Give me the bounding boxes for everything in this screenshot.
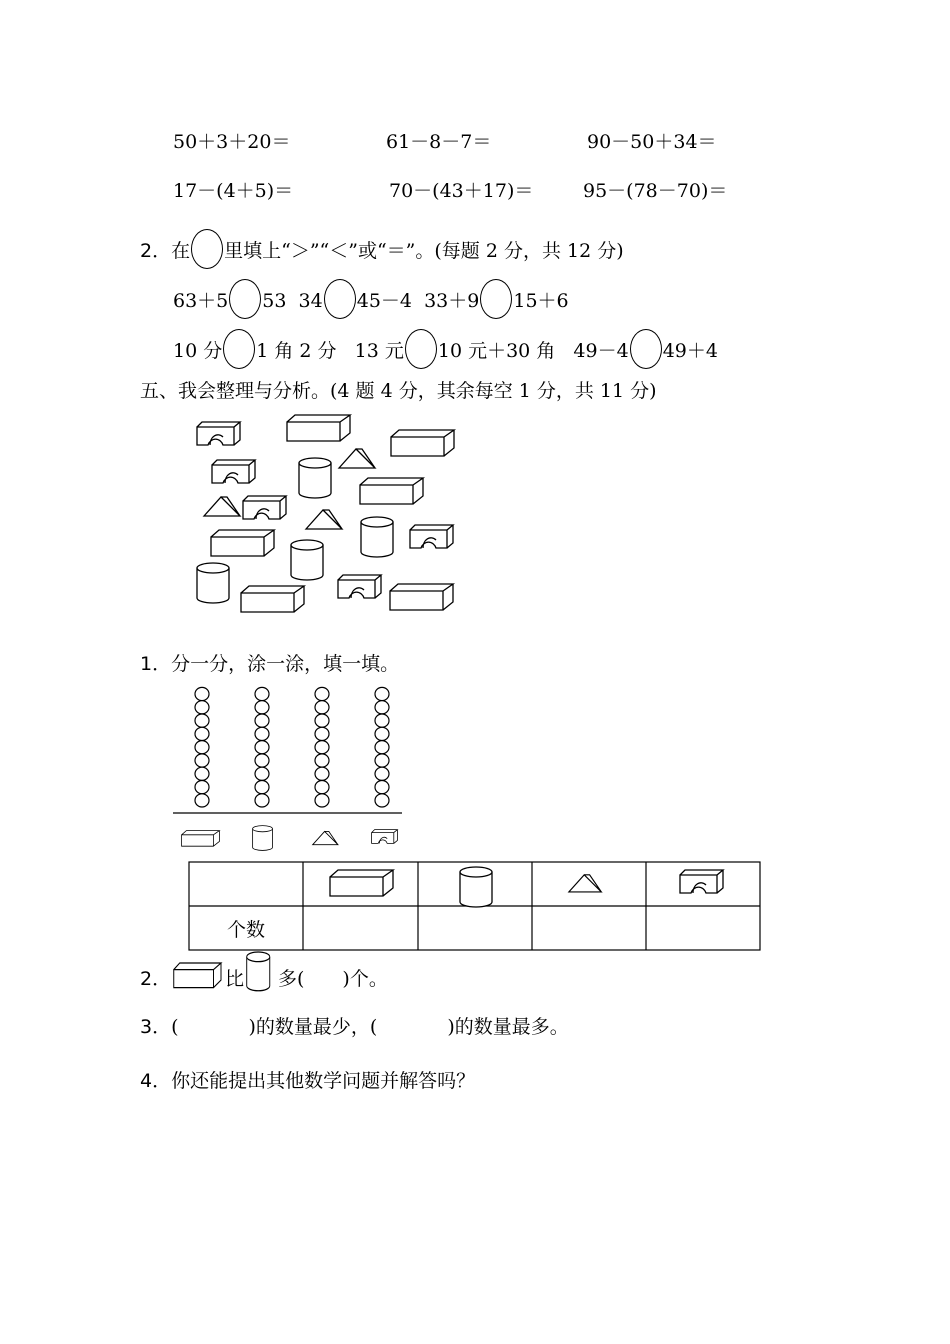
cuboid-icon <box>174 963 221 988</box>
calc-2: 61－8－7＝ <box>386 131 492 153</box>
t2: )的数量最少，( <box>248 1016 378 1038</box>
number: 4． <box>140 1070 172 1092</box>
section-5-title: 五、我会整理与分析。(4 题 4 分，其余每空 1 分，共 11 分) <box>140 380 657 402</box>
compare-right: 15＋6 <box>513 290 569 312</box>
compare-left: 63＋5 <box>173 290 229 312</box>
number: 2． <box>140 968 172 990</box>
s5-q2-t2 <box>278 967 388 991</box>
q4-text: 你还能提出其他数学问题并解答吗？ <box>171 1070 476 1092</box>
calc-4: 17－(4＋5)＝ <box>173 180 294 202</box>
q2-pre: 在 <box>171 240 191 262</box>
q2-number: 2． <box>140 240 172 262</box>
compare-right: 49＋4 <box>662 340 718 362</box>
compare-left: 33＋9 <box>424 290 480 312</box>
compare-left: 13 元 <box>354 340 404 362</box>
t3: )的数量最多。 <box>447 1016 569 1038</box>
compare-right: 53 <box>262 290 287 312</box>
s5-q3 <box>140 1015 569 1039</box>
compare-left: 34 <box>298 290 323 312</box>
t1: ( <box>171 1016 179 1038</box>
q2-post: 里填上“＞”“＜”或“＝”。(每题 2 分，共 12 分) <box>224 240 624 262</box>
s5-q4 <box>140 1069 475 1093</box>
s5-q2-t1: 比 <box>225 968 245 990</box>
calc-6: 95－(78－70)＝ <box>583 180 728 202</box>
row-label-count: 个数 <box>226 918 265 941</box>
s5-q2-number <box>140 967 171 991</box>
calc-1: 50＋3＋20＝ <box>173 131 291 153</box>
calc-5: 70－(43＋17)＝ <box>389 180 534 202</box>
t2: 多( <box>278 968 305 990</box>
compare-right: 45－4 <box>356 290 412 312</box>
s5-q1-text: 分一分，涂一涂，填一填。 <box>171 653 400 675</box>
compare-left: 10 分 <box>173 340 223 362</box>
cylinder-icon <box>247 952 270 991</box>
t3: )个。 <box>342 968 388 990</box>
s5-q1-number: 1． <box>140 653 172 675</box>
calc-3: 90－50＋34＝ <box>587 131 717 153</box>
compare-right: 10 元＋30 角 <box>437 340 556 362</box>
compare-left: 49－4 <box>573 340 629 362</box>
number: 3． <box>140 1016 172 1038</box>
compare-right: 1 角 2 分 <box>256 340 337 362</box>
